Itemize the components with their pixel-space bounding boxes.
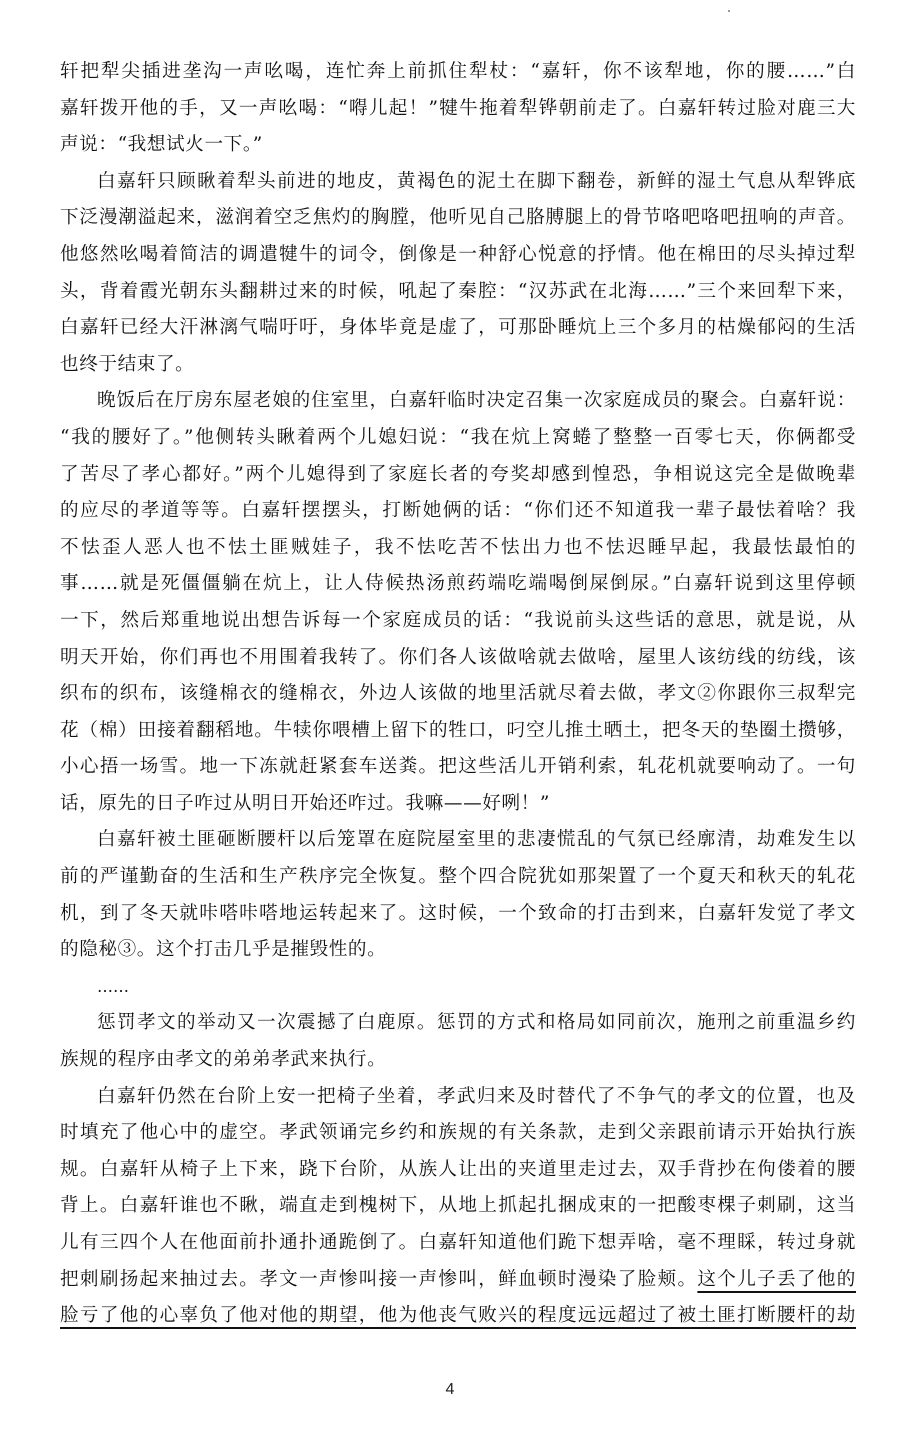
text-line: “我的腰好了。”他侧转头瞅着两个儿媳妇说：“我在炕上窝蜷了整整一百零七天，你俩都受: [60, 426, 856, 448]
paragraph-5: [60, 1005, 856, 1078]
paragraph-1: [60, 54, 856, 164]
text-line: 的应尽的孝道等等。白嘉轩摆摆头，打断她俩的话：“你们还不知道我一辈子最怯着啥？我: [60, 500, 856, 522]
omission-ellipsis: ……: [97, 976, 129, 996]
text-line: 轩把犁尖插进垄沟一声吆喝，连忙奔上前抓住犁杖：“嘉轩，你不该犁地，你的腰……”白: [60, 61, 856, 82]
text-line: 小心捂一场雪。地一下冻就赶紧套车送粪。把这些活儿开销利索，轧花机就要响动了。一句: [60, 756, 856, 778]
scan-speck: [728, 10, 730, 12]
text-line: 下泛漫潮溢起来，滋润着空乏焦灼的胸膛，他听见自己胳膊腿上的骨节咯吧咯吧扭响的声音。: [60, 207, 856, 229]
text-line: 一下，然后郑重地说出想告诉每一个家庭成员的话：“我说前头这些话的意思，就是说，从: [60, 609, 856, 631]
text-line: 惩罚孝文的举动又一次震撼了白鹿原。惩罚的方式和格局如同前次，施刑之前重温乡约: [97, 1012, 856, 1034]
text-line: [60, 1298, 856, 1335]
text-line: 白嘉轩只顾瞅着犁头前进的地皮，黄褐色的泥土在脚下翻卷，新鲜的湿土气息从犁铧底: [97, 170, 856, 192]
text-line: 白嘉轩被土匪砸断腰杆以后笼罩在庭院屋室里的悲凄慌乱的气氛已经廓清，劫难发生以: [97, 829, 856, 851]
text-line: 事……就是死僵僵躺在炕上，让人侍候热汤煎药端吃端喝倒屎倒尿。”白嘉轩说到这里停顿: [60, 573, 856, 595]
text-line: 儿有三四个人在他面前扑通扑通跪倒了。白嘉轩知道他们跪下想弄啥，毫不理睬，转过身就: [60, 1232, 856, 1253]
underlined-sentence-part-1: 这个儿子丢了他的: [697, 1268, 856, 1290]
paragraph-6: [60, 1079, 856, 1335]
text-line: 规。白嘉轩从椅子上下来，跷下台阶，从族人让出的夹道里走过去，双手背抄在佝偻着的腰: [60, 1158, 856, 1180]
text-line: 花（棉）田接着翻稻地。牛犊你喂槽上留下的牲口，叼空儿推土晒土，把冬天的垫圈土攒够，: [60, 719, 856, 741]
text-line: 声说：“我想试火一下。”: [60, 134, 263, 156]
text-line: 族规的程序由孝文的弟弟孝武来执行。: [60, 1049, 387, 1071]
text-line: 了苦尽了孝心都好。”两个儿媳得到了家庭长者的夸奖却感到惶恐，争相说这完全是做晚辈: [60, 463, 856, 485]
paragraph-3: [60, 383, 856, 822]
text-line: 明天开始，你们再也不用围着我转了。你们各人该做啥就去做啥，屋里人该纺线的纺线，该: [60, 646, 856, 668]
text-line: 前的严谨勤奋的生活和生产秩序完全恢复。整个四合院犹如那架置了一个夏天和秋天的轧花: [60, 866, 856, 888]
text-line: 嘉轩拨开他的手，又一声吆喝：“嘚儿起！”犍牛拖着犁铧朝前走了。白嘉轩转过脸对鹿三大: [60, 97, 856, 119]
text-line: 时填充了他心中的虚空。孝武领诵完乡约和族规的有关条款，走到父亲跟前请示开始执行族: [60, 1122, 856, 1144]
text-line: 晚饭后在厅房东屋老娘的住室里，白嘉轩临时决定召集一次家庭成员的聚会。白嘉轩说：: [97, 390, 856, 412]
text-line: 背上。白嘉轩谁也不瞅，端直走到槐树下，从地上抓起扎捆成束的一把酸枣棵子刺刷，这当: [60, 1195, 856, 1217]
underlined-sentence-part-2: 脸亏了他的心辜负了他对他的期望，他为他丧气败兴的程度远远超过了被土匪打断腰杆的劫: [60, 1305, 856, 1327]
text-line: 头，背着霞光朝东头翻耕过来的时候，吼起了秦腔：“汉苏武在北海……”三个来回犁下来，: [60, 280, 856, 302]
text-line: 他悠然吆喝着简洁的调遣犍牛的词令，倒像是一种舒心悦意的抒情。他在棉田的尽头掉过犁: [60, 243, 856, 265]
text-line: 机，到了冬天就咔嗒咔嗒地运转起来了。这时候，一个致命的打击到来，白嘉轩发觉了孝文: [60, 902, 856, 924]
text-line: 的隐秘③。这个打击几乎是摧毁性的。: [60, 939, 387, 961]
text-line: 不怯歪人恶人也不怯土匪贼娃子，我不怯吃苦不怯出力也不怯迟睡早起，我最怯最怕的: [60, 536, 856, 558]
plain-text: 把刺刷扬起来抽过去。孝文一声惨叫接一声惨叫，鲜血顿时漫染了脸颊。: [60, 1268, 698, 1290]
text-line: 白嘉轩仍然在台阶上安一把椅子坐着，孝武归来及时替代了不争气的孝文的位置，也及: [97, 1085, 856, 1107]
text-line: 也终于结束了。: [60, 353, 195, 375]
paragraph-4: [60, 822, 856, 968]
page-number: 4: [445, 1381, 455, 1398]
document-body: [60, 54, 856, 1335]
text-line: 白嘉轩已经大汗淋漓气喘吁吁，身体毕竟是虚了，可那卧睡炕上三个多月的枯燥郁闷的生活: [60, 317, 856, 339]
paragraph-2: [60, 164, 856, 384]
text-line: [60, 1262, 856, 1299]
text-line: 织布的织布，该缝棉衣的缝棉衣，外边人该做的地里活就尽着去做，孝文②你跟你三叔犁完: [60, 683, 856, 705]
text-line: 话，原先的日子咋过从明日开始还咋过。我嘛——好咧！”: [60, 792, 550, 814]
